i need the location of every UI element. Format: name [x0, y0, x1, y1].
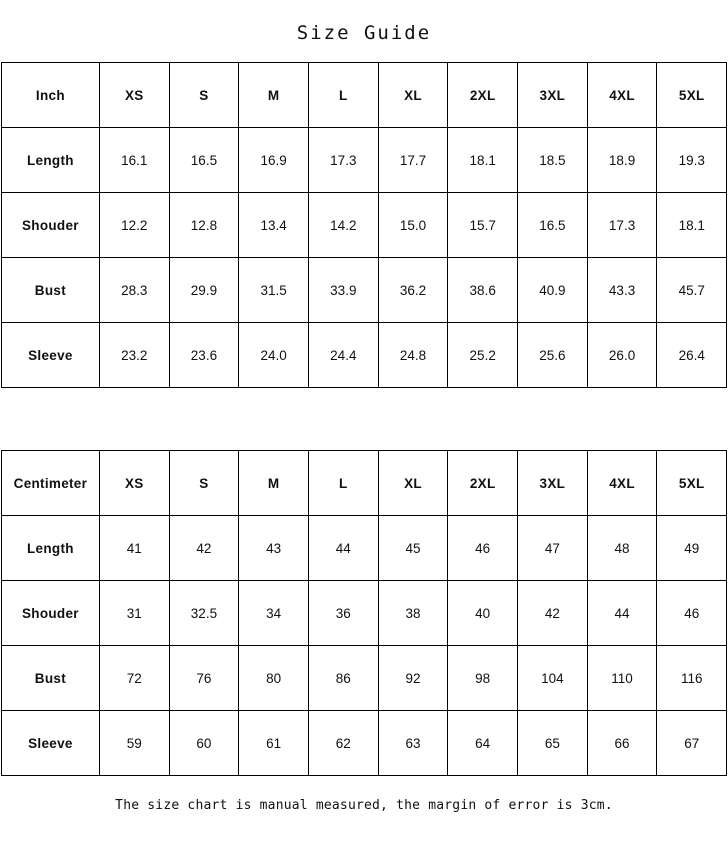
size-header-xs: XS	[99, 63, 169, 128]
size-header-3xl: 3XL	[518, 63, 588, 128]
cell: 98	[448, 646, 518, 711]
size-header-l: L	[308, 63, 378, 128]
cell: 13.4	[239, 193, 309, 258]
table-row	[1, 323, 726, 388]
cell: 76	[169, 646, 239, 711]
cell: 80	[239, 646, 309, 711]
table-row	[1, 646, 726, 711]
cell: 43	[239, 516, 309, 581]
table-row	[1, 711, 726, 776]
cell: 38	[378, 581, 448, 646]
table-row	[1, 258, 726, 323]
measure-label-length: Length	[1, 516, 99, 581]
cell: 104	[518, 646, 588, 711]
cell: 17.3	[308, 128, 378, 193]
cell: 86	[308, 646, 378, 711]
cell: 23.2	[99, 323, 169, 388]
cell: 15.0	[378, 193, 448, 258]
table-row	[1, 516, 726, 581]
size-header-xl: XL	[378, 63, 448, 128]
cell: 23.6	[169, 323, 239, 388]
cell: 31.5	[239, 258, 309, 323]
cell: 18.1	[448, 128, 518, 193]
cell: 116	[657, 646, 727, 711]
cell: 63	[378, 711, 448, 776]
measure-label-shouder: Shouder	[1, 193, 99, 258]
cell: 12.8	[169, 193, 239, 258]
cell: 33.9	[308, 258, 378, 323]
cell: 66	[587, 711, 657, 776]
cell: 29.9	[169, 258, 239, 323]
cell: 45.7	[657, 258, 727, 323]
cell: 62	[308, 711, 378, 776]
cell: 40	[448, 581, 518, 646]
table-header-row	[1, 63, 726, 128]
cell: 24.4	[308, 323, 378, 388]
cell: 17.3	[587, 193, 657, 258]
table-row	[1, 193, 726, 258]
size-header-3xl: 3XL	[518, 451, 588, 516]
cell: 25.2	[448, 323, 518, 388]
size-header-s: S	[169, 451, 239, 516]
size-header-m: M	[239, 63, 309, 128]
measure-label-sleeve: Sleeve	[1, 323, 99, 388]
cell: 31	[99, 581, 169, 646]
cell: 45	[378, 516, 448, 581]
size-header-5xl: 5XL	[657, 451, 727, 516]
cell: 16.5	[169, 128, 239, 193]
cell: 38.6	[448, 258, 518, 323]
cell: 59	[99, 711, 169, 776]
cell: 16.9	[239, 128, 309, 193]
measure-label-shouder: Shouder	[1, 581, 99, 646]
cell: 46	[657, 581, 727, 646]
size-header-s: S	[169, 63, 239, 128]
cell: 28.3	[99, 258, 169, 323]
cell: 44	[308, 516, 378, 581]
cell: 32.5	[169, 581, 239, 646]
cell: 19.3	[657, 128, 727, 193]
size-header-m: M	[239, 451, 309, 516]
cell: 18.9	[587, 128, 657, 193]
cell: 40.9	[518, 258, 588, 323]
size-header-4xl: 4XL	[587, 451, 657, 516]
cell: 60	[169, 711, 239, 776]
size-header-xl: XL	[378, 451, 448, 516]
cell: 15.7	[448, 193, 518, 258]
size-table-inch	[1, 62, 727, 388]
size-header-l: L	[308, 451, 378, 516]
measure-label-length: Length	[1, 128, 99, 193]
cell: 44	[587, 581, 657, 646]
cell: 67	[657, 711, 727, 776]
size-header-2xl: 2XL	[448, 63, 518, 128]
cell: 42	[169, 516, 239, 581]
cell: 24.8	[378, 323, 448, 388]
measure-label-bust: Bust	[1, 258, 99, 323]
cell: 49	[657, 516, 727, 581]
unit-label-inch: Inch	[1, 63, 99, 128]
cell: 16.1	[99, 128, 169, 193]
cell: 41	[99, 516, 169, 581]
size-header-xs: XS	[99, 451, 169, 516]
cell: 110	[587, 646, 657, 711]
cell: 34	[239, 581, 309, 646]
cell: 26.4	[657, 323, 727, 388]
size-header-2xl: 2XL	[448, 451, 518, 516]
cell: 72	[99, 646, 169, 711]
cell: 48	[587, 516, 657, 581]
cell: 47	[518, 516, 588, 581]
size-header-5xl: 5XL	[657, 63, 727, 128]
cell: 36.2	[378, 258, 448, 323]
unit-label-centimeter: Centimeter	[1, 451, 99, 516]
cell: 12.2	[99, 193, 169, 258]
cell: 36	[308, 581, 378, 646]
cell: 18.5	[518, 128, 588, 193]
cell: 18.1	[657, 193, 727, 258]
cell: 17.7	[378, 128, 448, 193]
cell: 14.2	[308, 193, 378, 258]
table-header-row	[1, 451, 726, 516]
size-table-centimeter	[1, 450, 727, 776]
page-title: Size Guide	[296, 22, 432, 44]
measure-label-sleeve: Sleeve	[1, 711, 99, 776]
cell: 42	[518, 581, 588, 646]
cell: 65	[518, 711, 588, 776]
cell: 26.0	[587, 323, 657, 388]
cell: 64	[448, 711, 518, 776]
measure-label-bust: Bust	[1, 646, 99, 711]
measurement-disclaimer: The size chart is manual measured, the margin of error is 3cm.	[115, 798, 613, 813]
cell: 24.0	[239, 323, 309, 388]
cell: 16.5	[518, 193, 588, 258]
cell: 92	[378, 646, 448, 711]
cell: 25.6	[518, 323, 588, 388]
cell: 61	[239, 711, 309, 776]
size-header-4xl: 4XL	[587, 63, 657, 128]
cell: 43.3	[587, 258, 657, 323]
table-spacer	[0, 388, 728, 450]
table-row	[1, 581, 726, 646]
cell: 46	[448, 516, 518, 581]
table-row	[1, 128, 726, 193]
